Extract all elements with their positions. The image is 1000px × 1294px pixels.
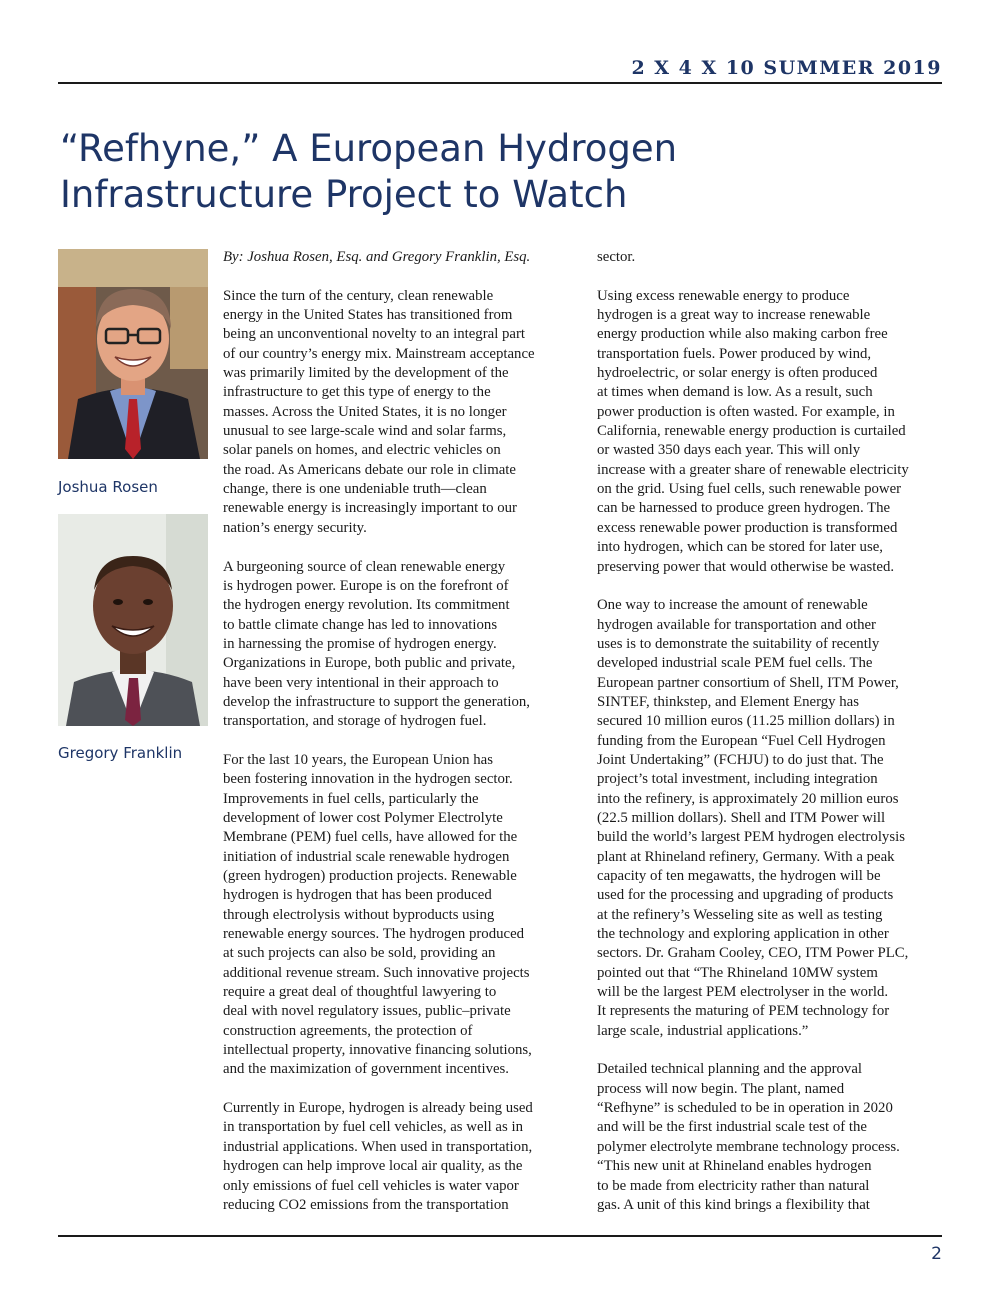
body-text-line: funding from the European “Fuel Cell Hydrogen (597, 732, 886, 749)
body-text-line: on the grid. Using fuel cells, such renewable power (597, 481, 902, 498)
article-column-left (223, 248, 573, 1215)
body-text-line: excess renewable power production is transformed (597, 519, 898, 536)
body-text-line: construction agreements, the protection of (223, 1022, 473, 1039)
paragraph-gap (597, 1041, 947, 1060)
body-text-line: used for the processing and upgrading of products (597, 887, 894, 904)
body-text-line: through electrolysis without byproducts using (223, 906, 495, 923)
body-text-line: A burgeoning source of clean renewable energy (223, 558, 506, 575)
body-text-line: renewable energy is increasingly important to our (223, 500, 517, 517)
author-caption: Gregory Franklin (58, 744, 183, 762)
body-text-line: initiation of industrial scale renewable hydrogen (223, 848, 510, 865)
body-text-line: industrial applications. When used in transportation, (223, 1138, 533, 1155)
body-text-line: Detailed technical planning and the approval (597, 1061, 863, 1078)
publication-masthead: 2 X 4 X 10 SUMMER 2019 (631, 57, 942, 79)
body-text-line: developed industrial scale PEM fuel cells. The (597, 655, 873, 672)
body-text-line: being an unconventional novelty to an integral part (223, 326, 526, 343)
body-text-line: change, there is one undeniable truth—clean (223, 481, 487, 498)
body-text-line: transportation fuels. Power produced by wind, (597, 345, 872, 362)
body-text-line: uses is to demonstrate the suitability of recently (597, 635, 880, 652)
body-text-line: of our country’s energy mix. Mainstream acceptance (223, 345, 535, 362)
author-photo-gregory-franklin (58, 514, 208, 726)
body-text-line: energy production while also making carbon free (597, 326, 888, 343)
body-text-line: been fostering innovation in the hydrogen sector. (223, 771, 513, 788)
body-text-line: at the refinery’s Wesseling site as well as testing (597, 906, 883, 923)
body-text-line: European partner consortium of Shell, ITM Power, (597, 674, 899, 691)
body-text-line: solar panels on homes, and electric vehicles on (223, 442, 501, 459)
body-text-line: in harnessing the promise of hydrogen energy. (223, 635, 497, 652)
body-text-line: hydrogen is a great way to increase renewable (597, 307, 871, 324)
body-text-line: hydrogen can help improve local air quality, as the (223, 1158, 523, 1175)
article-title (60, 126, 940, 218)
body-text-line: in transportation by fuel cell vehicles, as well as in (223, 1119, 523, 1136)
author-photo-joshua-rosen (58, 249, 208, 459)
body-text-line: will be the largest PEM electrolyser in the world. (597, 984, 889, 1001)
column-body (597, 248, 947, 1215)
body-text-line: pointed out that “The Rhineland 10MW system (597, 964, 878, 981)
body-text-line: Membrane (PEM) fuel cells, have allowed for the (223, 829, 518, 846)
page-number: 2 (931, 1244, 942, 1264)
headshot-photo (58, 249, 208, 459)
paragraph-gap (597, 577, 947, 596)
body-text-line: have been very intentional in their approach to (223, 674, 499, 691)
body-text-line: “This new unit at Rhineland enables hydrogen (597, 1158, 872, 1175)
paragraph-gap (223, 538, 573, 557)
body-text-line: Improvements in fuel cells, particularly the (223, 790, 479, 807)
body-text-line: hydroelectric, or solar energy is often produced (597, 365, 878, 382)
body-text-line: project’s total investment, including integration (597, 771, 878, 788)
body-text-line: Since the turn of the century, clean renewable (223, 287, 494, 304)
body-text-line: Joint Undertaking” (FCHJU) to do just that. The (597, 751, 884, 768)
body-text-line: at such projects can also be sold, providing an (223, 945, 496, 962)
body-text-line: intellectual property, innovative financing solutions, (223, 1042, 532, 1059)
body-text-line: the road. As Americans debate our role in climate (223, 461, 516, 478)
article-title-line: Infrastructure Project to Watch (60, 173, 628, 216)
body-text-line: deal with novel regulatory issues, public–private (223, 1003, 511, 1020)
body-text-line: plant at Rhineland refinery, Germany. With a peak (597, 848, 895, 865)
body-text-line: unusual to see large-scale wind and solar farms, (223, 423, 507, 440)
body-text-line: gas. A unit of this kind brings a flexibility that (597, 1196, 870, 1213)
article-column-right (597, 248, 947, 1215)
body-text-line: into the refinery, is approximately 20 million euros (597, 790, 899, 807)
body-text-line: to be made from electricity rather than natural (597, 1177, 870, 1194)
body-text-line: large scale, industrial applications.” (597, 1022, 809, 1039)
body-text-line: masses. Across the United States, it is no longer (223, 403, 507, 420)
body-text-line: “Refhyne” is scheduled to be in operation in 2020 (597, 1100, 893, 1117)
body-text-line: (green hydrogen) production projects. Renewable (223, 868, 517, 884)
body-text-line: energy in the United States has transitioned from (223, 307, 513, 324)
body-text-line: was primarily limited by the development of the (223, 365, 509, 382)
paragraph-gap (223, 1080, 573, 1099)
header-rule (58, 82, 942, 84)
body-text-line: Organizations in Europe, both public and private, (223, 655, 516, 672)
body-text-line: reducing CO2 emissions from the transportation (223, 1196, 509, 1213)
body-text-line: infrastructure to get this type of energy to the (223, 384, 491, 401)
paragraph-gap (223, 732, 573, 751)
body-text-line: power production is often wasted. For example, in (597, 403, 895, 420)
body-text-line: and will be the first industrial scale test of the (597, 1119, 867, 1136)
body-text-line: increase with a greater share of renewable electricity (597, 461, 909, 478)
body-text-line: (22.5 million dollars). Shell and ITM Power will (597, 809, 886, 826)
body-text-line: sectors. Dr. Graham Cooley, CEO, ITM Power PLC, (597, 945, 909, 962)
body-text-line: the hydrogen energy revolution. Its commitment (223, 597, 510, 614)
paragraph-gap (223, 267, 573, 286)
body-text-line: is hydrogen power. Europe is on the forefront of (223, 577, 509, 594)
body-text-line: require a great deal of thoughtful lawyering to (223, 984, 497, 1001)
body-text-line: Using excess renewable energy to produce (597, 287, 850, 304)
body-text-line: For the last 10 years, the European Union has (223, 751, 493, 768)
body-text-line: transportation, and storage of hydrogen fuel. (223, 713, 487, 730)
body-text-line: It represents the maturing of PEM technology for (597, 1003, 890, 1020)
body-text-line: build the world’s largest PEM hydrogen electrolysis (597, 829, 905, 846)
body-text-line: capacity of ten megawatts, the hydrogen will be (597, 868, 881, 884)
body-text-line: into hydrogen, which can be stored for later use, (597, 539, 883, 556)
body-text-line: to battle climate change has led to innovations (223, 616, 498, 633)
body-text-line: polymer electrolyte membrane technology process. (597, 1138, 900, 1155)
body-text-line: SINTEF, thinkstep, and Element Energy has (597, 693, 859, 710)
body-text-line: hydrogen is hydrogen that has been produced (223, 887, 492, 904)
author-caption: Joshua Rosen (58, 478, 158, 496)
body-text-line: only emissions of fuel cell vehicles is water vapor (223, 1177, 519, 1194)
body-text-line: additional revenue stream. Such innovative projects (223, 964, 530, 981)
body-text-line: sector. (597, 249, 636, 265)
body-text-line: nation’s energy security. (223, 519, 367, 536)
body-text-line: and the maximization of government incentives. (223, 1061, 509, 1078)
body-text-line: develop the infrastructure to support the generation, (223, 693, 530, 710)
headshot-photo (58, 514, 208, 726)
body-text-line: or wasted 350 days each year. This will only (597, 442, 861, 459)
body-text-line: at times when demand is low. As a result, such (597, 384, 873, 401)
body-text-line: development of lower cost Polymer Electrolyte (223, 809, 503, 826)
paragraph-gap (597, 267, 947, 286)
column-body (223, 287, 573, 1216)
body-text-line: secured 10 million euros (11.25 million dollars) in (597, 713, 895, 730)
body-text-line: Currently in Europe, hydrogen is already being used (223, 1100, 533, 1117)
body-text-line: One way to increase the amount of renewable (597, 597, 868, 614)
body-text-line: hydrogen available for transportation and other (597, 616, 876, 633)
body-text-line: can be harnessed to produce green hydrogen. The (597, 500, 891, 517)
body-text-line: renewable energy sources. The hydrogen produced (223, 926, 525, 943)
article-title-line: “Refhyne,” A European Hydrogen (60, 127, 678, 170)
article-byline: By: Joshua Rosen, Esq. and Gregory Franklin, Esq. (223, 249, 531, 265)
footer-rule (58, 1235, 942, 1237)
body-text-line: the technology and exploring application in other (597, 926, 889, 943)
body-text-line: process will now begin. The plant, named (597, 1080, 845, 1097)
body-text-line: California, renewable energy production is curtailed (597, 423, 906, 440)
body-text-line: preserving power that would otherwise be wasted. (597, 558, 895, 575)
